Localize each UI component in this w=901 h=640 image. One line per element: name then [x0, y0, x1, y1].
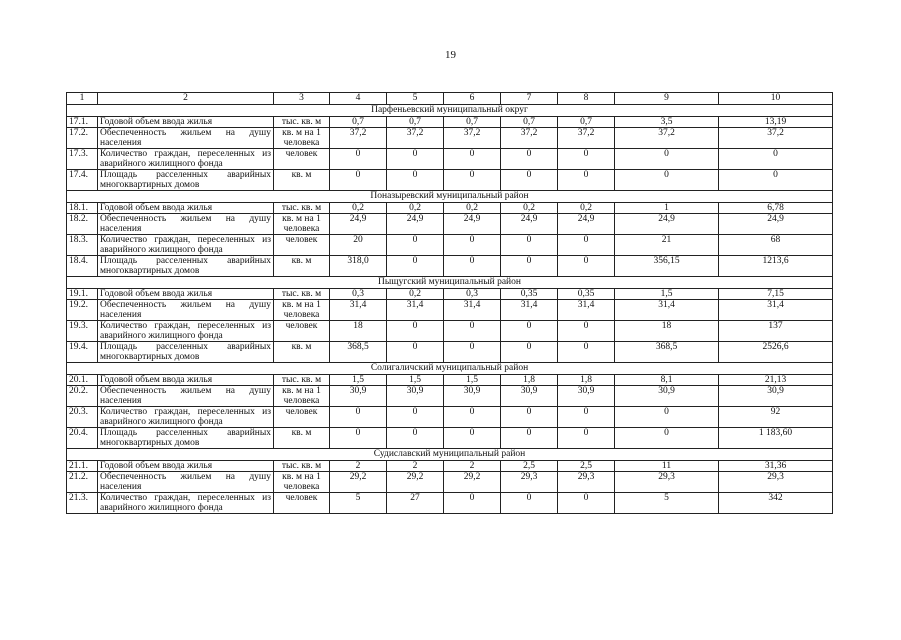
value-cell: 0 — [330, 149, 387, 170]
value-cell: 0,2 — [387, 289, 444, 300]
value-cell: 368,5 — [330, 342, 387, 363]
value-cell: 0 — [444, 256, 501, 277]
value-cell: 13,19 — [719, 117, 833, 128]
indicator-name: Годовой объем ввода жилья — [98, 461, 274, 472]
value-cell: 0,2 — [387, 203, 444, 214]
value-cell: 368,5 — [615, 342, 719, 363]
value-cell: 24,9 — [387, 214, 444, 235]
value-cell: 29,3 — [719, 472, 833, 493]
table-row — [67, 375, 833, 386]
value-cell: 0 — [444, 342, 501, 363]
row-number: 17.1. — [67, 117, 98, 128]
value-cell: 0 — [501, 256, 558, 277]
table-row — [67, 170, 833, 191]
value-cell: 2 — [444, 461, 501, 472]
section-row — [67, 105, 833, 117]
value-cell: 7,15 — [719, 289, 833, 300]
value-cell: 0,2 — [558, 203, 615, 214]
indicator-name: Обеспеченность жильем на душу населения — [98, 472, 274, 493]
row-number: 17.4. — [67, 170, 98, 191]
value-cell: 0 — [501, 235, 558, 256]
row-number: 18.1. — [67, 203, 98, 214]
indicators-table — [66, 92, 833, 514]
page-number: 19 — [445, 49, 456, 61]
value-cell: 0 — [501, 493, 558, 514]
value-cell: 5 — [330, 493, 387, 514]
value-cell: 31,36 — [719, 461, 833, 472]
row-number: 19.4. — [67, 342, 98, 363]
section-title: Судиславский муниципальный район — [67, 449, 833, 461]
value-cell: 92 — [719, 407, 833, 428]
unit-cell: кв. м на 1 человека — [274, 128, 330, 149]
value-cell: 30,9 — [501, 386, 558, 407]
row-number: 21.2. — [67, 472, 98, 493]
unit-cell: человек — [274, 493, 330, 514]
unit-cell: кв. м — [274, 256, 330, 277]
header-cell: 8 — [558, 93, 615, 105]
value-cell: 2,5 — [558, 461, 615, 472]
table-row — [67, 428, 833, 449]
value-cell: 1,8 — [501, 375, 558, 386]
indicator-name: Количество граждан, переселенных из аварийного жилищного фонда — [98, 493, 274, 514]
value-cell: 31,4 — [558, 300, 615, 321]
table-row — [67, 203, 833, 214]
header-cell: 6 — [444, 93, 501, 105]
value-cell: 30,9 — [558, 386, 615, 407]
value-cell: 24,9 — [719, 214, 833, 235]
section-title: Пыщугский муниципальный район — [67, 277, 833, 289]
section-title: Парфеньевский муниципальный округ — [67, 105, 833, 117]
value-cell: 342 — [719, 493, 833, 514]
value-cell: 1,5 — [330, 375, 387, 386]
table-row — [67, 461, 833, 472]
value-cell: 0 — [387, 235, 444, 256]
value-cell: 31,4 — [501, 300, 558, 321]
section-row — [67, 277, 833, 289]
indicator-name: Годовой объем ввода жилья — [98, 117, 274, 128]
value-cell: 8,1 — [615, 375, 719, 386]
value-cell: 0 — [615, 407, 719, 428]
header-cell: 2 — [98, 93, 274, 105]
row-number: 19.2. — [67, 300, 98, 321]
value-cell: 0 — [615, 170, 719, 191]
row-number: 21.1. — [67, 461, 98, 472]
value-cell: 37,2 — [558, 128, 615, 149]
section-row — [67, 449, 833, 461]
table-row — [67, 117, 833, 128]
value-cell: 0 — [558, 170, 615, 191]
value-cell: 30,9 — [444, 386, 501, 407]
value-cell: 31,4 — [615, 300, 719, 321]
row-number: 17.3. — [67, 149, 98, 170]
value-cell: 29,3 — [558, 472, 615, 493]
value-cell: 37,2 — [615, 128, 719, 149]
value-cell: 1,8 — [558, 375, 615, 386]
value-cell: 137 — [719, 321, 833, 342]
unit-cell: человек — [274, 235, 330, 256]
value-cell: 0 — [387, 342, 444, 363]
unit-cell: кв. м — [274, 428, 330, 449]
table-row — [67, 235, 833, 256]
value-cell: 29,2 — [444, 472, 501, 493]
value-cell: 29,3 — [615, 472, 719, 493]
value-cell: 6,78 — [719, 203, 833, 214]
table-body — [67, 93, 833, 514]
table-row — [67, 214, 833, 235]
value-cell: 0 — [444, 493, 501, 514]
value-cell: 2,5 — [501, 461, 558, 472]
unit-cell: кв. м на 1 человека — [274, 214, 330, 235]
value-cell: 1 — [615, 203, 719, 214]
value-cell: 0 — [719, 170, 833, 191]
indicator-name: Обеспеченность жильем на душу населения — [98, 300, 274, 321]
table-row — [67, 289, 833, 300]
value-cell: 2 — [387, 461, 444, 472]
value-cell: 18 — [615, 321, 719, 342]
value-cell: 0 — [558, 235, 615, 256]
table-row — [67, 149, 833, 170]
value-cell: 0 — [444, 149, 501, 170]
unit-cell: человек — [274, 407, 330, 428]
value-cell: 0 — [558, 149, 615, 170]
row-number: 21.3. — [67, 493, 98, 514]
indicator-name: Количество граждан, переселенных из аварийного жилищного фонда — [98, 149, 274, 170]
table-row — [67, 128, 833, 149]
value-cell: 2 — [330, 461, 387, 472]
value-cell: 31,4 — [387, 300, 444, 321]
value-cell: 37,2 — [719, 128, 833, 149]
row-number: 18.4. — [67, 256, 98, 277]
value-cell: 0 — [444, 235, 501, 256]
header-row — [67, 93, 833, 105]
value-cell: 31,4 — [444, 300, 501, 321]
unit-cell: кв. м — [274, 170, 330, 191]
header-cell: 10 — [719, 93, 833, 105]
indicator-name: Годовой объем ввода жилья — [98, 375, 274, 386]
indicator-name: Количество граждан, переселенных из аварийного жилищного фонда — [98, 235, 274, 256]
value-cell: 30,9 — [387, 386, 444, 407]
unit-cell: кв. м на 1 человека — [274, 300, 330, 321]
value-cell: 0 — [444, 407, 501, 428]
value-cell: 0 — [444, 428, 501, 449]
value-cell: 30,9 — [719, 386, 833, 407]
unit-cell: тыс. кв. м — [274, 289, 330, 300]
value-cell: 31,4 — [719, 300, 833, 321]
indicator-name: Обеспеченность жильем на душу населения — [98, 214, 274, 235]
table-row — [67, 256, 833, 277]
table-row — [67, 386, 833, 407]
value-cell: 29,2 — [387, 472, 444, 493]
value-cell: 0 — [615, 149, 719, 170]
value-cell: 3,5 — [615, 117, 719, 128]
value-cell: 68 — [719, 235, 833, 256]
header-cell: 9 — [615, 93, 719, 105]
value-cell: 37,2 — [330, 128, 387, 149]
value-cell: 0 — [330, 170, 387, 191]
value-cell: 0,7 — [444, 117, 501, 128]
value-cell: 0 — [501, 407, 558, 428]
value-cell: 0 — [387, 149, 444, 170]
header-cell: 7 — [501, 93, 558, 105]
value-cell: 0 — [387, 428, 444, 449]
value-cell: 0 — [330, 428, 387, 449]
value-cell: 2526,6 — [719, 342, 833, 363]
value-cell: 37,2 — [501, 128, 558, 149]
row-number: 20.3. — [67, 407, 98, 428]
value-cell: 0 — [330, 407, 387, 428]
unit-cell: тыс. кв. м — [274, 203, 330, 214]
value-cell: 1213,6 — [719, 256, 833, 277]
value-cell: 21,13 — [719, 375, 833, 386]
value-cell: 0,2 — [330, 203, 387, 214]
table-row — [67, 342, 833, 363]
value-cell: 30,9 — [330, 386, 387, 407]
indicator-name: Годовой объем ввода жилья — [98, 203, 274, 214]
value-cell: 0 — [558, 428, 615, 449]
value-cell: 20 — [330, 235, 387, 256]
unit-cell: тыс. кв. м — [274, 117, 330, 128]
section-title: Солигаличский муниципальный район — [67, 363, 833, 375]
table-row — [67, 300, 833, 321]
value-cell: 0,7 — [558, 117, 615, 128]
indicator-name: Количество граждан, переселенных из аварийного жилищного фонда — [98, 321, 274, 342]
value-cell: 0,3 — [444, 289, 501, 300]
unit-cell: кв. м на 1 человека — [274, 386, 330, 407]
row-number: 20.1. — [67, 375, 98, 386]
value-cell: 1,5 — [444, 375, 501, 386]
table-row — [67, 407, 833, 428]
row-number: 17.2. — [67, 128, 98, 149]
row-number: 19.1. — [67, 289, 98, 300]
table-row — [67, 493, 833, 514]
indicator-name: Площадь расселенных аварийных многоквартирных домов — [98, 170, 274, 191]
value-cell: 18 — [330, 321, 387, 342]
value-cell: 0 — [558, 256, 615, 277]
row-number: 18.2. — [67, 214, 98, 235]
value-cell: 0,7 — [330, 117, 387, 128]
section-row — [67, 191, 833, 203]
indicator-name: Площадь расселенных аварийных многоквартирных домов — [98, 256, 274, 277]
header-cell: 1 — [67, 93, 98, 105]
value-cell: 0 — [387, 256, 444, 277]
unit-cell: человек — [274, 149, 330, 170]
row-number: 18.3. — [67, 235, 98, 256]
section-row — [67, 363, 833, 375]
value-cell: 37,2 — [444, 128, 501, 149]
value-cell: 27 — [387, 493, 444, 514]
unit-cell: тыс. кв. м — [274, 461, 330, 472]
value-cell: 30,9 — [615, 386, 719, 407]
value-cell: 0 — [501, 428, 558, 449]
value-cell: 0 — [444, 321, 501, 342]
value-cell: 0,3 — [330, 289, 387, 300]
value-cell: 0 — [501, 321, 558, 342]
value-cell: 1,5 — [387, 375, 444, 386]
value-cell: 0,35 — [501, 289, 558, 300]
value-cell: 1 183,60 — [719, 428, 833, 449]
unit-cell: кв. м на 1 человека — [274, 472, 330, 493]
value-cell: 0 — [558, 407, 615, 428]
value-cell: 1,5 — [615, 289, 719, 300]
unit-cell: кв. м — [274, 342, 330, 363]
indicator-name: Площадь расселенных аварийных многоквартирных домов — [98, 342, 274, 363]
indicator-name: Площадь расселенных аварийных многоквартирных домов — [98, 428, 274, 449]
value-cell: 24,9 — [615, 214, 719, 235]
unit-cell: тыс. кв. м — [274, 375, 330, 386]
value-cell: 0 — [387, 321, 444, 342]
value-cell: 0 — [558, 342, 615, 363]
indicator-name: Количество граждан, переселенных из аварийного жилищного фонда — [98, 407, 274, 428]
row-number: 19.3. — [67, 321, 98, 342]
value-cell: 0,2 — [444, 203, 501, 214]
value-cell: 0 — [387, 170, 444, 191]
row-number: 20.2. — [67, 386, 98, 407]
value-cell: 24,9 — [501, 214, 558, 235]
value-cell: 11 — [615, 461, 719, 472]
section-title: Поназыревский муниципальный район — [67, 191, 833, 203]
value-cell: 0 — [387, 407, 444, 428]
value-cell: 0,7 — [387, 117, 444, 128]
value-cell: 0 — [558, 321, 615, 342]
value-cell: 37,2 — [387, 128, 444, 149]
value-cell: 318,0 — [330, 256, 387, 277]
value-cell: 24,9 — [444, 214, 501, 235]
indicator-name: Обеспеченность жильем на душу населения — [98, 128, 274, 149]
value-cell: 0 — [501, 149, 558, 170]
value-cell: 0,35 — [558, 289, 615, 300]
value-cell: 0 — [558, 493, 615, 514]
value-cell: 5 — [615, 493, 719, 514]
value-cell: 0 — [615, 428, 719, 449]
indicator-name: Годовой объем ввода жилья — [98, 289, 274, 300]
unit-cell: человек — [274, 321, 330, 342]
value-cell: 24,9 — [558, 214, 615, 235]
value-cell: 29,2 — [330, 472, 387, 493]
value-cell: 24,9 — [330, 214, 387, 235]
header-cell: 3 — [274, 93, 330, 105]
row-number: 20.4. — [67, 428, 98, 449]
value-cell: 0,2 — [501, 203, 558, 214]
value-cell: 21 — [615, 235, 719, 256]
value-cell: 29,3 — [501, 472, 558, 493]
header-cell: 4 — [330, 93, 387, 105]
value-cell: 0 — [444, 170, 501, 191]
header-cell: 5 — [387, 93, 444, 105]
value-cell: 0 — [719, 149, 833, 170]
value-cell: 356,15 — [615, 256, 719, 277]
value-cell: 0 — [501, 170, 558, 191]
table-row — [67, 321, 833, 342]
value-cell: 0,7 — [501, 117, 558, 128]
table-row — [67, 472, 833, 493]
value-cell: 0 — [501, 342, 558, 363]
value-cell: 31,4 — [330, 300, 387, 321]
indicator-name: Обеспеченность жильем на душу населения — [98, 386, 274, 407]
